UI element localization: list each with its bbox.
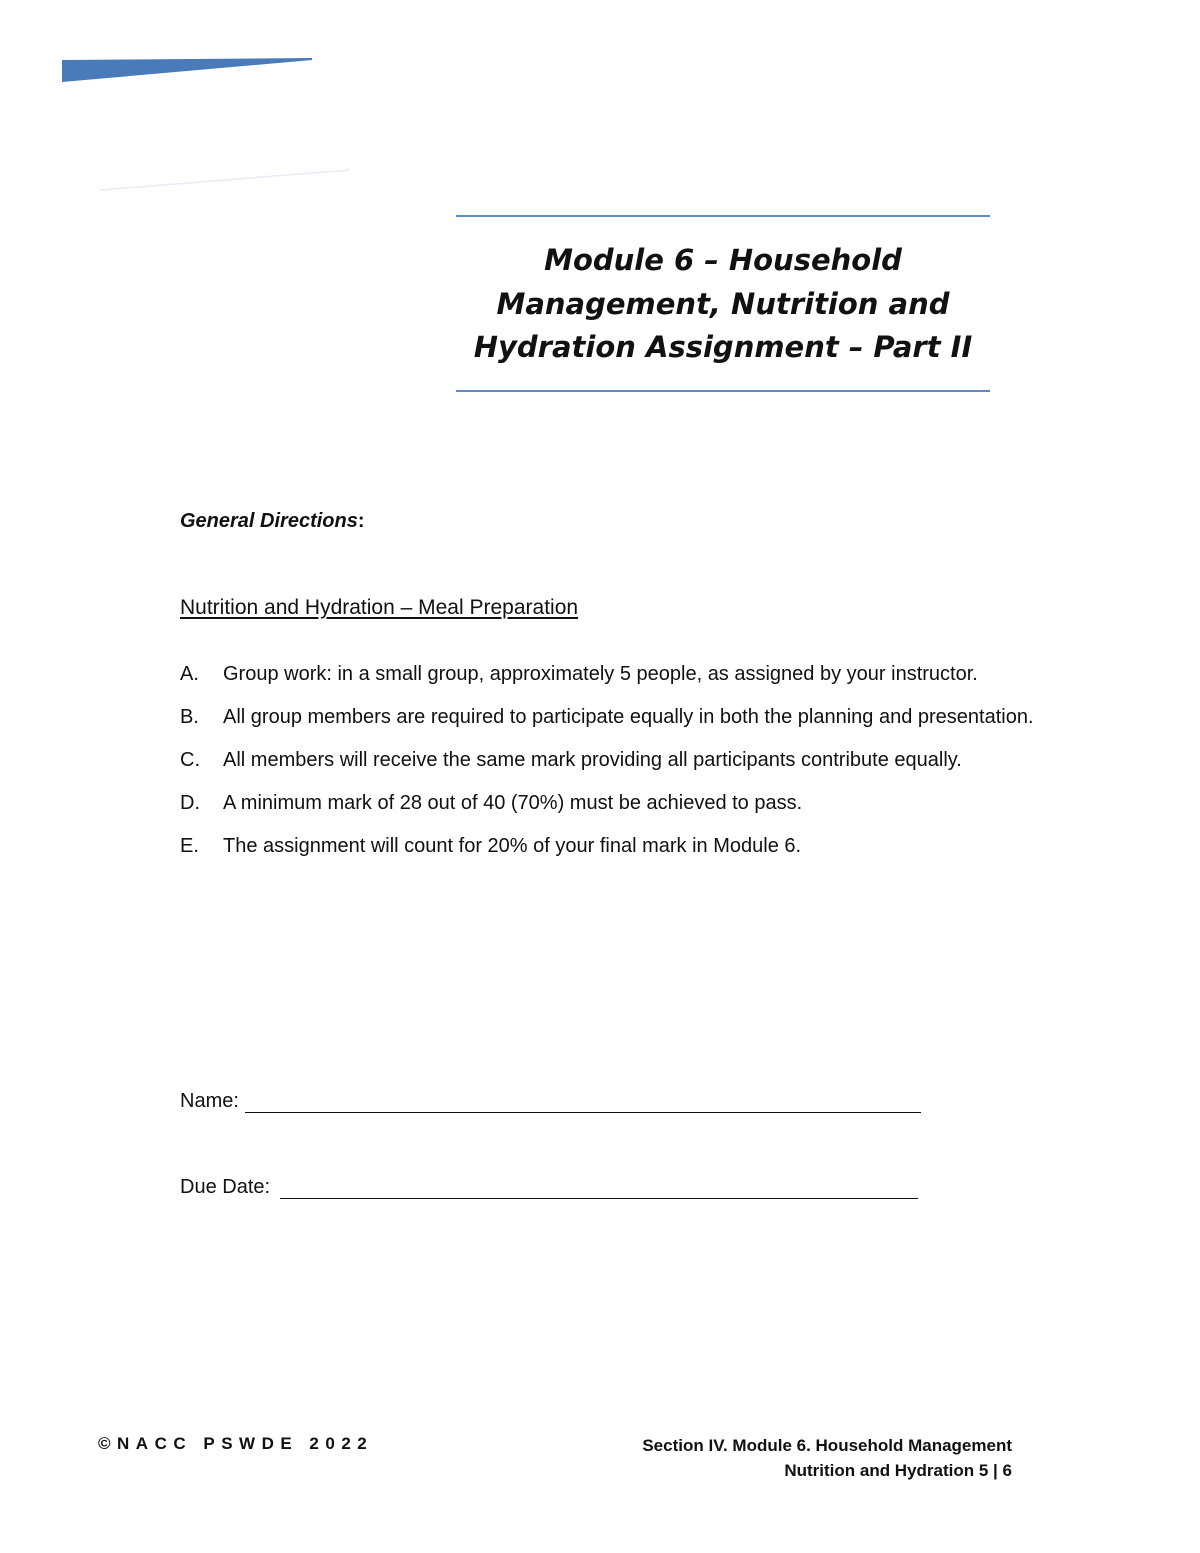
list-item-text: All group members are required to participate equally in both the planning and presentation. (223, 706, 1034, 728)
list-item-letter: D. (180, 792, 200, 814)
name-field (180, 1090, 921, 1113)
header-faint-line (100, 168, 350, 192)
list-item-letter: A. (180, 663, 199, 685)
list-item-text: All members will receive the same mark providing all participants contribute equally. (223, 749, 962, 771)
name-blank-line[interactable] (245, 1090, 921, 1113)
list-item-text: The assignment will count for 20% of your final mark in Module 6. (223, 835, 802, 857)
title-line-1: Module 6 – Household (544, 243, 902, 277)
list-item-letter: E. (180, 835, 199, 857)
due-date-label: Due Date: (180, 1176, 271, 1198)
title-block (456, 215, 990, 392)
footer-copyright: ©NACC PSWDE 2022 (98, 1434, 374, 1453)
list-item (180, 653, 1050, 696)
title-bottom-rule (456, 390, 990, 392)
page-title (456, 217, 990, 390)
list-item (180, 739, 1050, 782)
title-line-2: Management, Nutrition and (496, 286, 950, 321)
name-label: Name: (180, 1090, 239, 1112)
footer-section-line: Section IV. Module 6. Household Management (642, 1436, 1012, 1455)
list-item (180, 825, 1050, 868)
due-date-field (180, 1176, 918, 1199)
general-directions-label (180, 510, 365, 533)
list-item-text: A minimum mark of 28 out of 40 (70%) must be achieved to pass. (223, 792, 803, 814)
banner-shape (62, 58, 312, 82)
list-item-text: Group work: in a small group, approximately 5 people, as assigned by your instructor. (223, 663, 978, 685)
list-item-letter: C. (180, 749, 200, 771)
list-item-letter: B. (180, 706, 199, 728)
footer-section-info (642, 1433, 1012, 1483)
footer-page-line: Nutrition and Hydration 5 | 6 (784, 1461, 1012, 1480)
section-heading: Nutrition and Hydration – Meal Preparation (180, 596, 579, 619)
title-line-3: Hydration Assignment – Part II (473, 330, 973, 364)
header-banner-graphic (62, 58, 312, 84)
list-item (180, 696, 1050, 739)
due-date-blank-line[interactable] (280, 1176, 918, 1199)
directions-list (180, 653, 1050, 868)
general-directions-colon: : (357, 510, 365, 532)
general-directions-text: General Directions (180, 510, 358, 532)
list-item (180, 782, 1050, 825)
